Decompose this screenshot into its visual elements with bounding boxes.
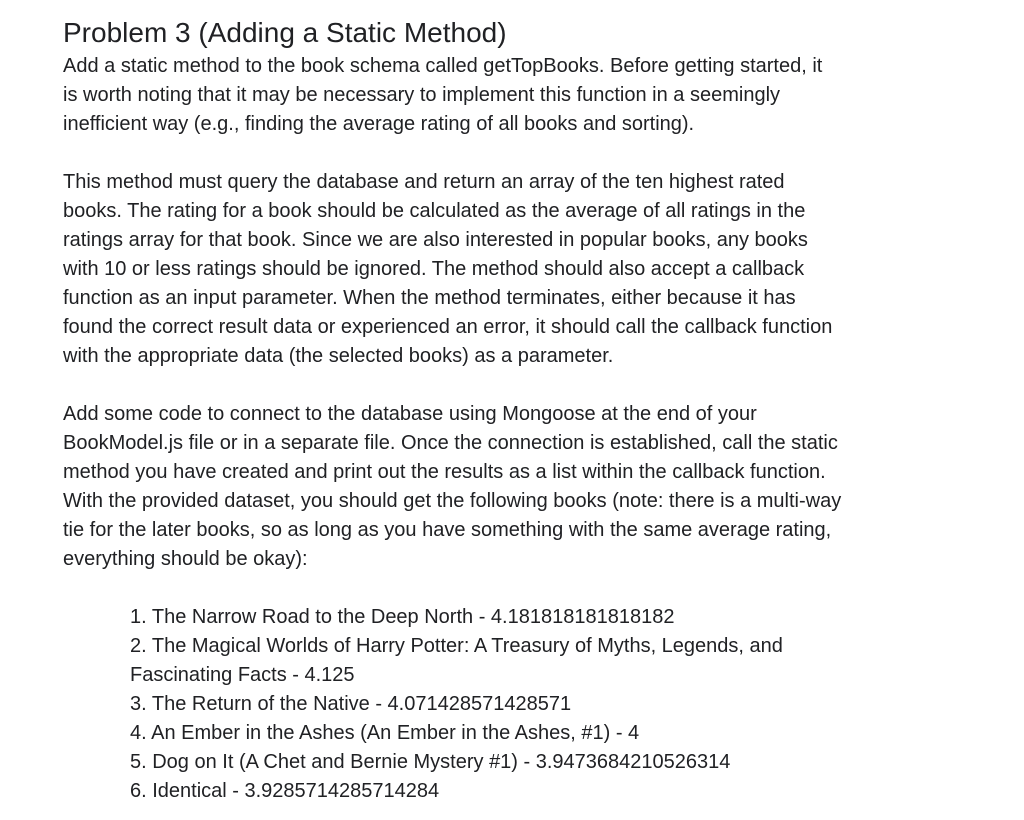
paragraph-spacer: [63, 371, 963, 400]
list-item: [130, 690, 963, 719]
paragraph-line: BookModel.js file or in a separate file. Once the connection is established, call the static: [63, 432, 838, 454]
list-item-text: 3. The Return of the Native - 4.071428571428571: [130, 693, 572, 715]
paragraph-line: found the correct result data or experienced an error, it should call the callback function: [63, 316, 833, 338]
list-item: [130, 777, 963, 806]
paragraph-connection: [63, 400, 963, 574]
paragraph-line: ratings array for that book. Since we are also interested in popular books, any books: [63, 229, 808, 251]
paragraph-line: books. The rating for a book should be calculated as the average of all ratings in the: [63, 200, 806, 222]
paragraph-line: with 10 or less ratings should be ignored. The method should also accept a callback: [63, 258, 805, 280]
paragraph-line: function as an input parameter. When the method terminates, either because it has: [63, 287, 796, 309]
list-item-text: 1. The Narrow Road to the Deep North - 4.181818181818182: [130, 606, 675, 628]
paragraph-line: This method must query the database and return an array of the ten highest rated: [63, 171, 785, 193]
list-item-text: 4. An Ember in the Ashes (An Ember in the Ashes, #1) - 4: [130, 722, 640, 744]
list-item-text: 5. Dog on It (A Chet and Bernie Mystery #1) - 3.9473684210526314: [130, 751, 731, 773]
paragraph-line: everything should be okay):: [63, 548, 308, 570]
paragraph-line: with the appropriate data (the selected books) as a parameter.: [63, 345, 614, 367]
paragraph-line: Add a static method to the book schema called getTopBooks. Before getting started, it: [63, 55, 823, 77]
paragraph-intro: [63, 52, 963, 139]
list-item-text: 2. The Magical Worlds of Harry Potter: A Treasury of Myths, Legends, and: [130, 635, 783, 657]
top-books-list: [63, 603, 963, 806]
list-item: [130, 748, 963, 777]
list-item-text: Fascinating Facts - 4.125: [130, 664, 355, 686]
paragraph-line: is worth noting that it may be necessary to implement this function in a seemingly: [63, 84, 781, 106]
paragraph-line: Add some code to connect to the database using Mongoose at the end of your: [63, 403, 757, 425]
document-page: [63, 14, 963, 806]
list-item: [130, 632, 963, 690]
problem-title: Problem 3 (Adding a Static Method): [63, 17, 507, 48]
list-item-text: 6. Identical - 3.9285714285714284: [130, 780, 440, 802]
list-item: [130, 719, 963, 748]
paragraph-line: inefficient way (e.g., finding the average rating of all books and sorting).: [63, 113, 695, 135]
paragraph-spacer: [63, 574, 963, 603]
list-item: [130, 603, 963, 632]
paragraph-method-requirements: [63, 168, 963, 371]
paragraph-line: method you have created and print out the results as a list within the callback function.: [63, 461, 826, 483]
paragraph-spacer: [63, 139, 963, 168]
paragraph-line: tie for the later books, so as long as you have something with the same average rating,: [63, 519, 832, 541]
paragraph-line: With the provided dataset, you should get the following books (note: there is a multi-way: [63, 490, 842, 512]
